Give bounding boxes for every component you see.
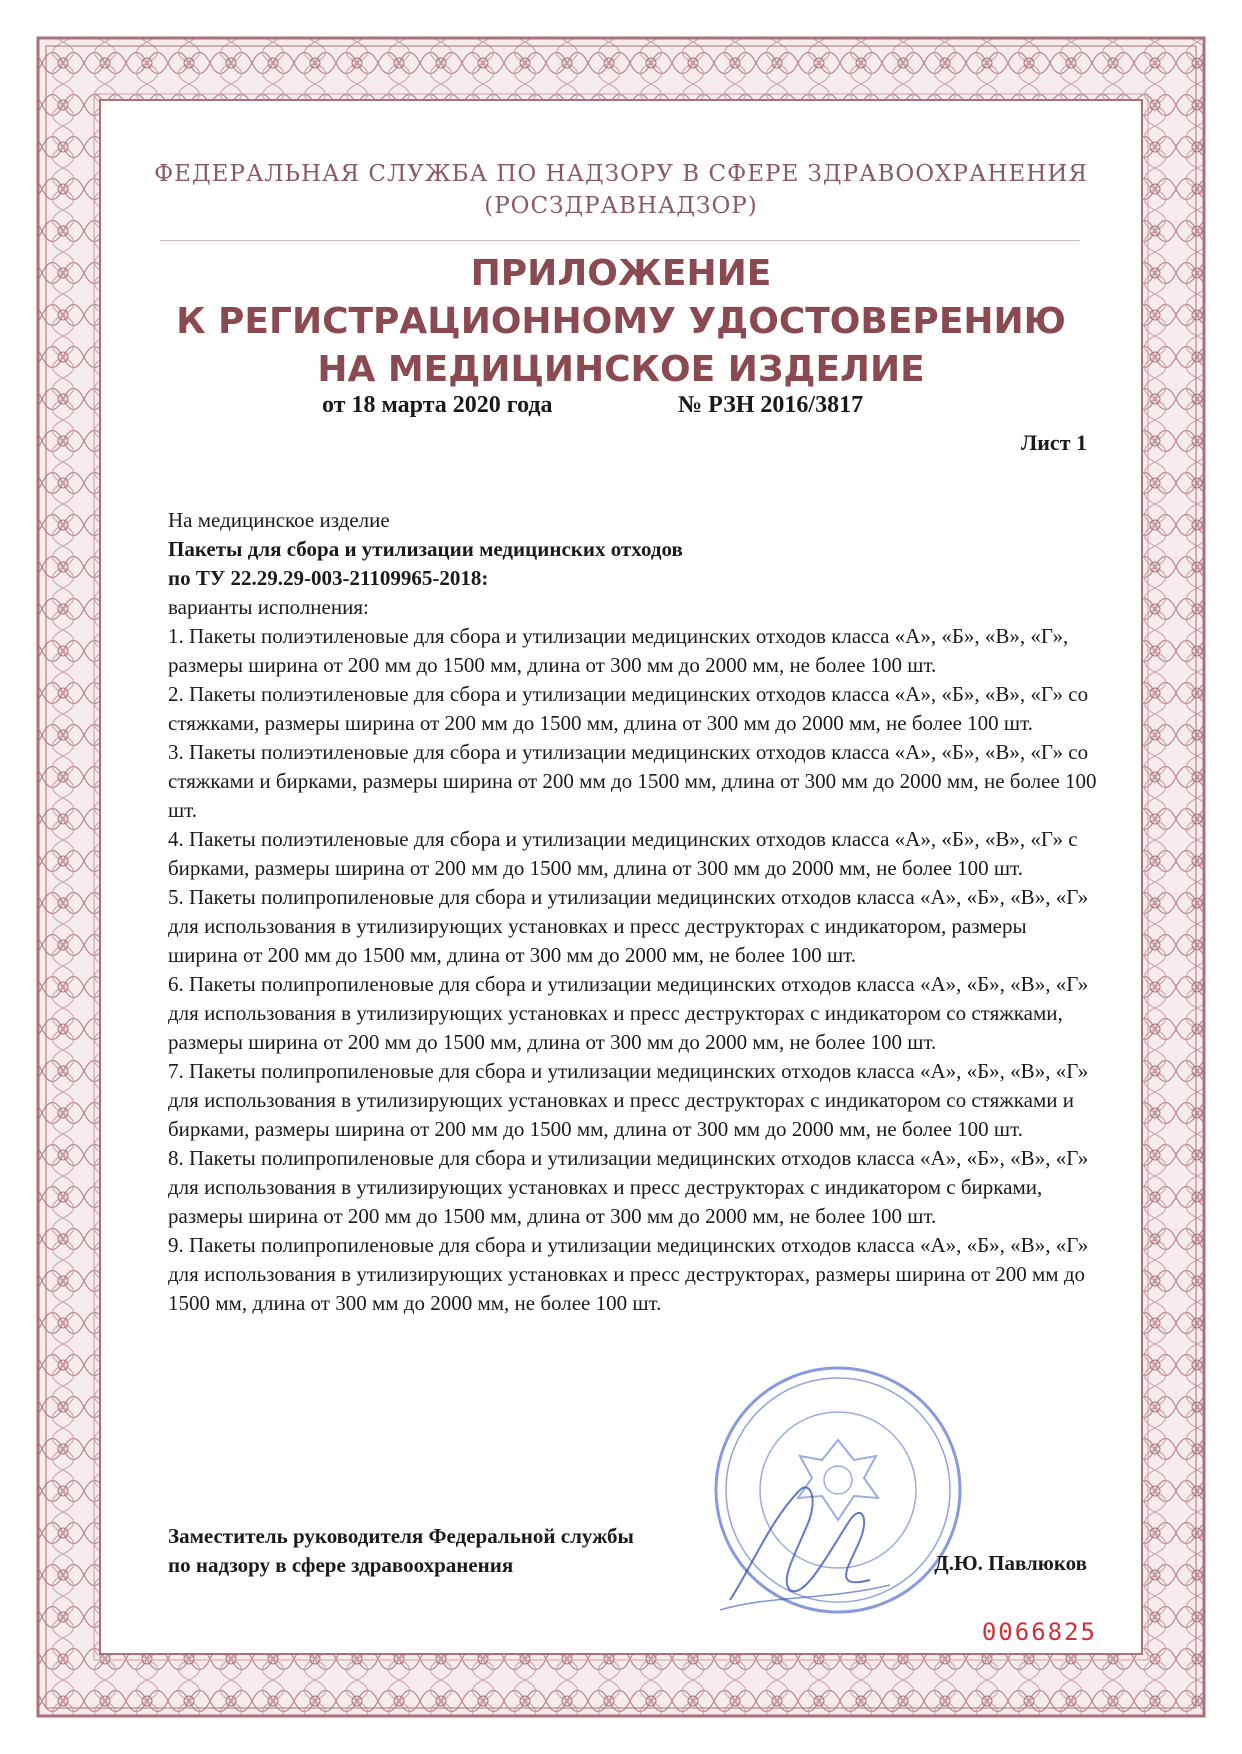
signatory-name: Д.Ю. Павлюков [934, 1551, 1087, 1575]
title-line-2: К РЕГИСТРАЦИОННОМУ УДОСТОВЕРЕНИЮ [176, 301, 1066, 342]
agency-name: ФЕДЕРАЛЬНАЯ СЛУЖБА ПО НАДЗОРУ В СФЕРЕ ЗДРАВООХРАНЕНИЯ [154, 161, 1088, 187]
variants-label: варианты исполнения: [168, 595, 369, 619]
signatory-position-line-2: по надзору в сфере здравоохранения [168, 1553, 514, 1577]
technical-spec: по ТУ 22.29.29-003-21109965-2018: [168, 566, 489, 590]
sheet-number: Лист 1 [1020, 430, 1087, 455]
header-divider [160, 240, 1080, 241]
list-item: 9. Пакеты полипропиленовые для сбора и утилизации медицинских отходов класса «А», «Б», «В», «Г» для использования в утилизирующих установках и пресс деструкторах, размеры ширина от 200 мм до 1500 мм, длина от 300 мм до 2000 мм, не более 100 шт. [168, 1233, 1089, 1315]
title-line-1: ПРИЛОЖЕНИЕ [470, 253, 772, 294]
list-item: 3. Пакеты полиэтиленовые для сбора и утилизации медицинских отходов класса «А», «Б», «В», «Г» со стяжками и бирками, размеры ширина от 200 мм до 1500 мм, длина от 300 мм до 2000 мм, не более 100 шт. [168, 740, 1097, 822]
signatory-position-line-1: Заместитель руководителя Федеральной службы [168, 1524, 634, 1548]
product-name: Пакеты для сбора и утилизации медицинских отходов [168, 537, 683, 561]
registration-number: № РЗН 2016/3817 [678, 392, 864, 418]
document-title [90, 250, 1152, 394]
list-item: 1. Пакеты полиэтиленовые для сбора и утилизации медицинских отходов класса «А», «Б», «В», «Г», размеры ширина от 200 мм до 1500 мм, длина от 300 мм до 2000 мм, не более 100 шт. [168, 624, 1069, 677]
list-item: 7. Пакеты полипропиленовые для сбора и утилизации медицинских отходов класса «А», «Б», «В», «Г» для использования в утилизирующих установках и пресс деструкторах с индикатором со стяжками и бирками, размеры ширина от 200 мм до 1500 мм, длина от 300 мм до 2000 мм, не более 100 шт. [168, 1059, 1089, 1141]
serial-number: 0066825 [981, 1618, 1097, 1646]
intro-text: На медицинское изделие [168, 508, 390, 532]
list-item: 5. Пакеты полипропиленовые для сбора и утилизации медицинских отходов класса «А», «Б», «В», «Г» для использования в утилизирующих установках и пресс деструкторах с индикатором, размеры ширина от 200 мм до 1500 мм, длина от 300 мм до 2000 мм, не более 100 шт. [168, 885, 1089, 967]
handwritten-signature [710, 1460, 900, 1620]
list-item: 6. Пакеты полипропиленовые для сбора и утилизации медицинских отходов класса «А», «Б», «В», «Г» для использования в утилизирующих установках и пресс деструкторах с индикатором со стяжками, размеры ширина от 200 мм до 1500 мм, длина от 300 мм до 2000 мм, не более 100 шт. [168, 972, 1089, 1054]
title-line-3: НА МЕДИЦИНСКОЕ ИЗДЕЛИЕ [317, 349, 925, 390]
agency-header [90, 158, 1152, 222]
list-item: 2. Пакеты полиэтиленовые для сбора и утилизации медицинских отходов класса «А», «Б», «В», «Г» со стяжками, размеры ширина от 200 мм до 1500 мм, длина от 300 мм до 2000 мм, не более 100 шт. [168, 682, 1089, 735]
list-item: 4. Пакеты полиэтиленовые для сбора и утилизации медицинских отходов класса «А», «Б», «В», «Г» с бирками, размеры ширина от 200 мм до 1500 мм, длина от 300 мм до 2000 мм, не более 100 шт. [168, 827, 1078, 880]
document-body [168, 506, 1098, 1318]
list-item: 8. Пакеты полипропиленовые для сбора и утилизации медицинских отходов класса «А», «Б», «В», «Г» для использования в утилизирующих установках и пресс деструкторах с индикатором с бирками, размеры ширина от 200 мм до 1500 мм, длина от 300 мм до 2000 мм, не более 100 шт. [168, 1146, 1089, 1228]
document-date: от 18 марта 2020 года [322, 392, 553, 418]
agency-abbreviation: (РОСЗДРАВНАДЗОР) [484, 193, 758, 219]
signatory-position [168, 1522, 634, 1580]
